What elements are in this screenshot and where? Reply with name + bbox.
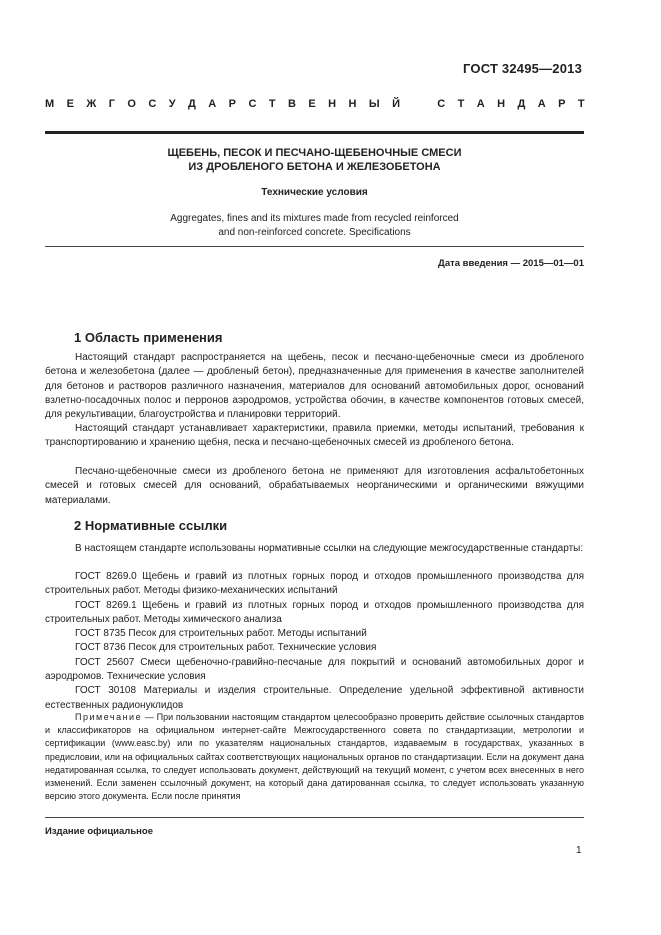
interstate-letter: В xyxy=(287,98,296,110)
official-edition-label: Издание официальное xyxy=(45,826,153,837)
interstate-letter: Д xyxy=(188,98,196,110)
interstate-letter: Ж xyxy=(86,98,97,110)
interstate-letter: М xyxy=(45,98,55,110)
section-2-intro: В настоящем стандарте использованы нормативные ссылки на следующие межгосударственные стандарты: xyxy=(75,543,584,554)
document-title xyxy=(45,146,584,174)
interstate-letter: Е xyxy=(308,98,316,110)
interstate-letter: Г xyxy=(108,98,115,110)
english-title xyxy=(45,212,584,240)
references-note xyxy=(45,711,584,803)
interstate-letter: Т xyxy=(457,98,465,110)
interstate-letter: А xyxy=(476,98,485,110)
interstate-letter: Н xyxy=(497,98,506,110)
section-2-heading: 2 Нормативные ссылки xyxy=(74,518,228,533)
title-rule xyxy=(45,246,584,247)
interstate-letter: Н xyxy=(328,98,337,110)
footer-rule xyxy=(45,817,584,818)
page-number: 1 xyxy=(576,845,582,856)
interstate-letter: С xyxy=(248,98,257,110)
introduction-date: Дата введения — 2015—01—01 xyxy=(438,258,584,269)
interstate-letter: Т xyxy=(268,98,276,110)
interstate-letter: О xyxy=(127,98,136,110)
interstate-letter: С xyxy=(148,98,157,110)
interstate-letter: Р xyxy=(558,98,566,110)
reference-item: ГОСТ 25607 Смеси щебеночно-гравийно-песчаные для покрытий и оснований автомобильных дорог и аэродромов. Технические условия xyxy=(45,656,584,683)
note-text: — При пользовании настоящим стандартом целесообразно проверить действие ссылочных стандартов и классификаторов на официальном интернет-сайте Межгосударственного совета по стандартизации, метрологии и сертификации (www.easc.by) или по указателям национальных стандартов, издаваемым в государствах, указанных в предисловии, или на официальных сайтах соответствующих национальных органов по стандартизации. Если на документ дана недатированная ссылка, то следует использовать документ, действующий на текущий момент, с учетом всех внесенных в него изменений. Если заменен ссылочный документ, на который дана датированная ссылка, то следует использовать указанную версию этого документа. Если после принятия xyxy=(45,712,584,802)
interstate-letter: А xyxy=(208,98,217,110)
interstate-letter: У xyxy=(168,98,176,110)
interstate-letter: С xyxy=(437,98,446,110)
reference-item: ГОСТ 8269.1 Щебень и гравий из плотных горных пород и отходов промышленного производства для строительных работ. Методы химического анализа xyxy=(45,599,584,625)
header-rule xyxy=(45,131,584,134)
reference-item: ГОСТ 30108 Материалы и изделия строительные. Определение удельной эффективной активности естественных радионуклидов xyxy=(45,685,584,711)
document-subtitle: Технические условия xyxy=(261,187,368,198)
reference-item: ГОСТ 8269.0 Щебень и гравий из плотных горных пород и отходов промышленного производства для строительных работ. Методы физико-механических испытаний xyxy=(45,571,584,597)
title-line-2: ИЗ ДРОБЛЕНОГО БЕТОНА И ЖЕЛЕЗОБЕТОНА xyxy=(188,161,441,173)
reference-item: ГОСТ 8736 Песок для строительных работ. Технические условия xyxy=(75,642,377,654)
section-1-heading: 1 Область применения xyxy=(74,330,223,345)
interstate-letter: Ы xyxy=(368,98,380,110)
gost-number: ГОСТ 32495—2013 xyxy=(463,61,582,76)
section-1-paragraph-1: Настоящий стандарт распространяется на щебень, песок и песчано-щебеночные смеси из дробленого бетона и железобетона (далее — дробленый бетон), предназначенные для применения в качестве заполнителей для бетонов и растворов различного назначения, материалов для оснований автомобильных дорог, оснований взлетно-посадочных полос и перронов аэродромов, устройства обочин, в качестве компонентов готовых смесей, для рекультивации, благоустройства и планировки территорий. xyxy=(45,352,584,421)
interstate-letter: Й xyxy=(392,98,400,110)
interstate-letter: Е xyxy=(66,98,74,110)
english-title-line-1: Aggregates, fines and its mixtures made from recycled reinforced xyxy=(170,213,459,224)
interstate-letter: Д xyxy=(517,98,526,110)
reference-item: ГОСТ 8735 Песок для строительных работ. Методы испытаний xyxy=(75,628,367,640)
title-line-1: ЩЕБЕНЬ, ПЕСОК И ПЕСЧАНО-ЩЕБЕНОЧНЫЕ СМЕСИ xyxy=(167,147,462,159)
interstate-letter: Н xyxy=(348,98,357,110)
section-1-paragraph-2: Настоящий стандарт устанавливает характеристики, правила приемки, методы испытаний, требования к транспортированию и хранению щебня, песка и песчано-щебеночных смесей из дробленого бетона. xyxy=(45,423,584,449)
section-1-paragraph-3: Песчано-щебеночные смеси из дробленого бетона не применяют для изготовления асфальтобетонных смесей и готовых смесей для оснований, обрабатываемых неорганическими и органическими вяжущими материалами. xyxy=(45,466,584,506)
normative-references-list xyxy=(45,570,584,713)
interstate-letter: А xyxy=(537,98,546,110)
interstate-standard-banner xyxy=(45,98,585,110)
note-label: Примечание xyxy=(75,712,143,722)
interstate-letter: Р xyxy=(228,98,237,110)
interstate-letter: Т xyxy=(577,98,585,110)
english-title-line-2: and non-reinforced concrete. Specifications xyxy=(218,227,411,238)
